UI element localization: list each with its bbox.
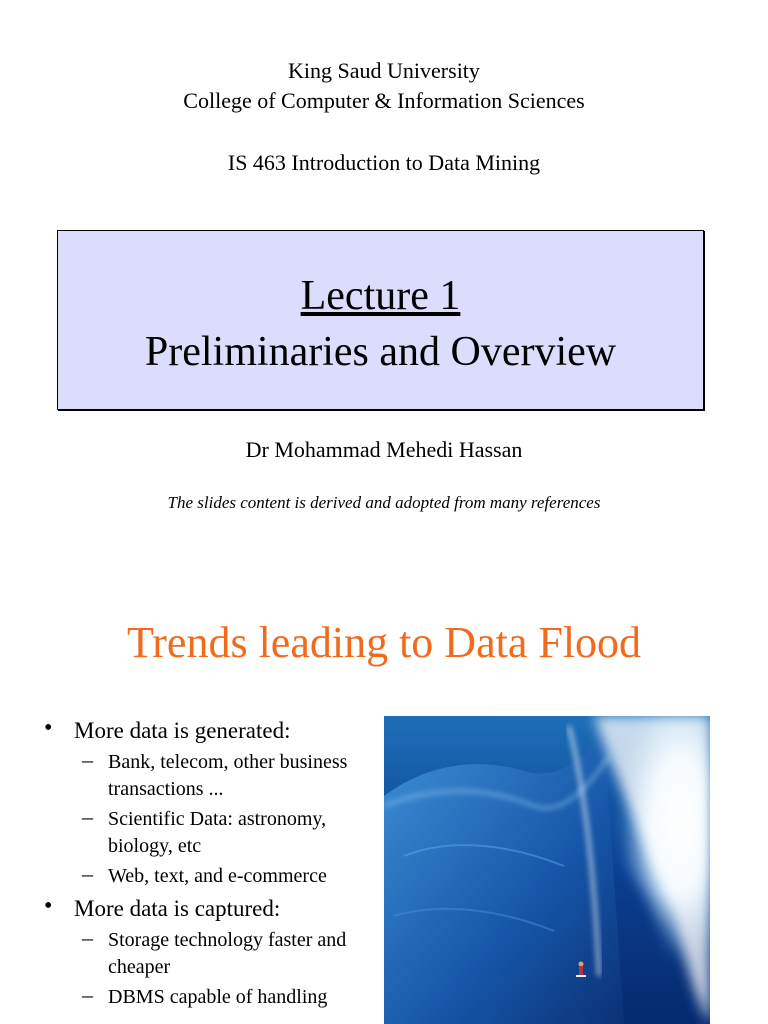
wave-illustration bbox=[384, 716, 710, 1024]
sub-bullet-item: – Bank, telecom, other business transactions ... bbox=[74, 749, 375, 803]
sub-bullet-item: – Storage technology faster and cheaper bbox=[74, 927, 375, 981]
bullet-item bbox=[45, 716, 375, 890]
lecture-title-box bbox=[57, 230, 704, 410]
lecture-title: Preliminaries and Overview bbox=[144, 329, 617, 375]
university-name: King Saud University bbox=[288, 58, 480, 83]
slide-title: Trends leading to Data Flood bbox=[126, 618, 642, 667]
references-note: The slides content is derived and adopted from many references bbox=[167, 493, 601, 512]
sub-bullet-item: – Scientific Data: astronomy, biology, etc bbox=[74, 806, 375, 860]
lecture-number: Lecture 1 bbox=[300, 273, 461, 319]
author-name: Dr Mohammad Mehedi Hassan bbox=[245, 437, 523, 462]
bullet-list bbox=[45, 716, 375, 1011]
sub-bullet-item: – DBMS capable of handling bbox=[74, 984, 375, 1011]
wave-image bbox=[384, 716, 710, 1024]
college-name: College of Computer & Information Sciences bbox=[183, 88, 585, 113]
bullet-text: More data is generated: bbox=[74, 718, 291, 743]
bullet-text: More data is captured: bbox=[74, 896, 281, 921]
course-name: IS 463 Introduction to Data Mining bbox=[227, 150, 541, 175]
bullet-item bbox=[45, 894, 375, 1011]
sub-bullet-item: – Web, text, and e-commerce bbox=[74, 863, 375, 890]
